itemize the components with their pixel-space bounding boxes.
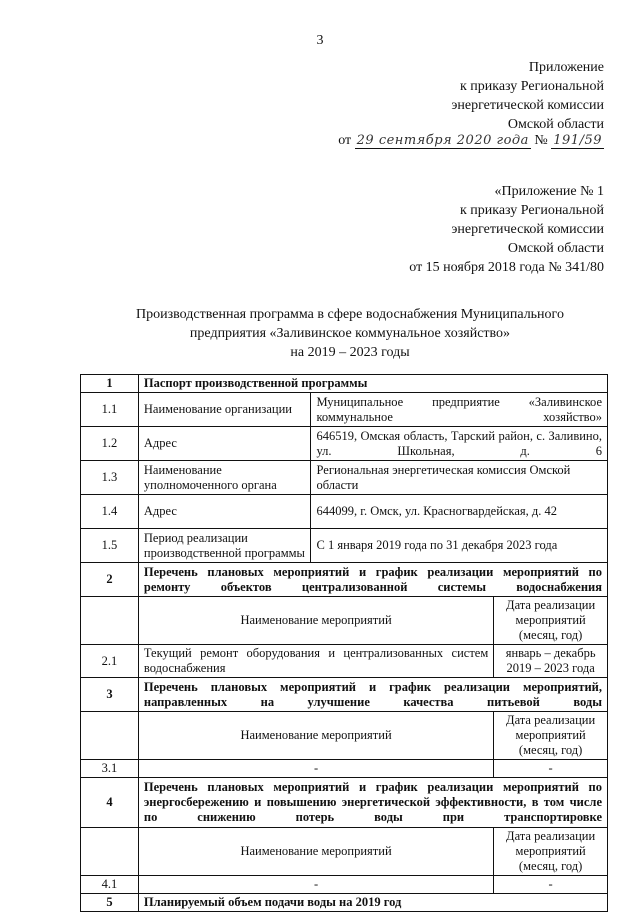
handwritten-number: 191/59 (553, 133, 602, 148)
row-number: 1.3 (81, 461, 139, 495)
appendix-one-line: «Приложение № 1 (494, 184, 604, 199)
column-header-date: Дата реализации мероприятий (месяц, год) (494, 828, 608, 876)
appendix-one-line: к приказу Региональной (459, 203, 604, 218)
empty-cell (81, 712, 139, 760)
appendix-line: Приложение (528, 60, 604, 75)
row-number: 4.1 (81, 876, 139, 894)
row-number: 3.1 (81, 760, 139, 778)
row-value: 644099, г. Омск, ул. Красногвардейская, д. 42 (311, 495, 608, 529)
section-number: 4 (81, 778, 139, 828)
appendix-one-header (409, 182, 604, 277)
item-date: - (494, 760, 608, 778)
row-number: 1.1 (81, 393, 139, 427)
appendix-header (451, 58, 604, 134)
appendix-one-line: энергетической комиссии (451, 222, 604, 237)
section-number: 5 (81, 894, 139, 912)
row-number: 1.2 (81, 427, 139, 461)
item-name: Текущий ремонт оборудования и централизованных систем водоснабжения (138, 645, 493, 678)
section-title: Планируемый объем подачи воды на 2019 год (138, 894, 607, 912)
row-label: Адрес (138, 427, 311, 461)
empty-cell (81, 597, 139, 645)
program-passport-table (80, 374, 608, 912)
row-value: С 1 января 2019 года по 31 декабря 2023 года (311, 529, 608, 563)
row-number: 1.4 (81, 495, 139, 529)
column-header-name: Наименование мероприятий (138, 597, 493, 645)
appendix-line: к приказу Региональной (459, 79, 604, 94)
appendix-one-line: Омской области (507, 241, 604, 256)
page-number: 3 (316, 33, 324, 48)
row-label: Адрес (138, 495, 311, 529)
row-value: Муниципальное предприятие «Заливинское коммунальное хозяйство» (311, 393, 608, 427)
empty-cell (81, 828, 139, 876)
order-date-line (338, 133, 604, 149)
section-title: Перечень плановых мероприятий и график реализации мероприятий по энергосбережению и повышению энергетической эффективности, в том числе по снижению потерь воды при транспортировке (138, 778, 607, 828)
row-label: Наименование уполномоченного органа (138, 461, 311, 495)
column-header-date: Дата реализации мероприятий (месяц, год) (494, 597, 608, 645)
row-number: 2.1 (81, 645, 139, 678)
number-prefix: № (534, 133, 548, 148)
item-name: - (138, 760, 493, 778)
column-header-date: Дата реализации мероприятий (месяц, год) (494, 712, 608, 760)
document-title (60, 305, 640, 362)
item-date: - (494, 876, 608, 894)
section-title: Паспорт производственной программы (138, 375, 607, 393)
appendix-line: энергетической комиссии (451, 98, 604, 113)
column-header-name: Наименование мероприятий (138, 712, 493, 760)
row-label: Период реализации производственной программы (138, 529, 311, 563)
handwritten-date: 29 сентября 2020 года (356, 133, 529, 148)
title-line: предприятия «Заливинское коммунальное хозяйство» (189, 326, 511, 341)
column-header-name: Наименование мероприятий (138, 828, 493, 876)
section-title: Перечень плановых мероприятий и график реализации мероприятий, направленных на улучшение качества питьевой воды (138, 678, 607, 712)
title-line: на 2019 – 2023 годы (290, 345, 410, 360)
section-number: 3 (81, 678, 139, 712)
section-title: Перечень плановых мероприятий и график реализации мероприятий по ремонту объектов централизованной системы водоснабжения (138, 563, 607, 597)
date-prefix: от (338, 133, 352, 148)
appendix-line: Омской области (507, 117, 604, 132)
row-number: 1.5 (81, 529, 139, 563)
item-name: - (138, 876, 493, 894)
item-date: январь – декабрь 2019 – 2023 года (494, 645, 608, 678)
section-number: 1 (81, 375, 139, 393)
section-number: 2 (81, 563, 139, 597)
row-value: Региональная энергетическая комиссия Омской области (311, 461, 608, 495)
row-value: 646519, Омская область, Тарский район, с. Заливино, ул. Школьная, д. 6 (311, 427, 608, 461)
row-label: Наименование организации (138, 393, 311, 427)
title-line: Производственная программа в сфере водоснабжения Муниципального (136, 307, 564, 322)
appendix-one-line: от 15 ноября 2018 года № 341/80 (409, 260, 604, 275)
